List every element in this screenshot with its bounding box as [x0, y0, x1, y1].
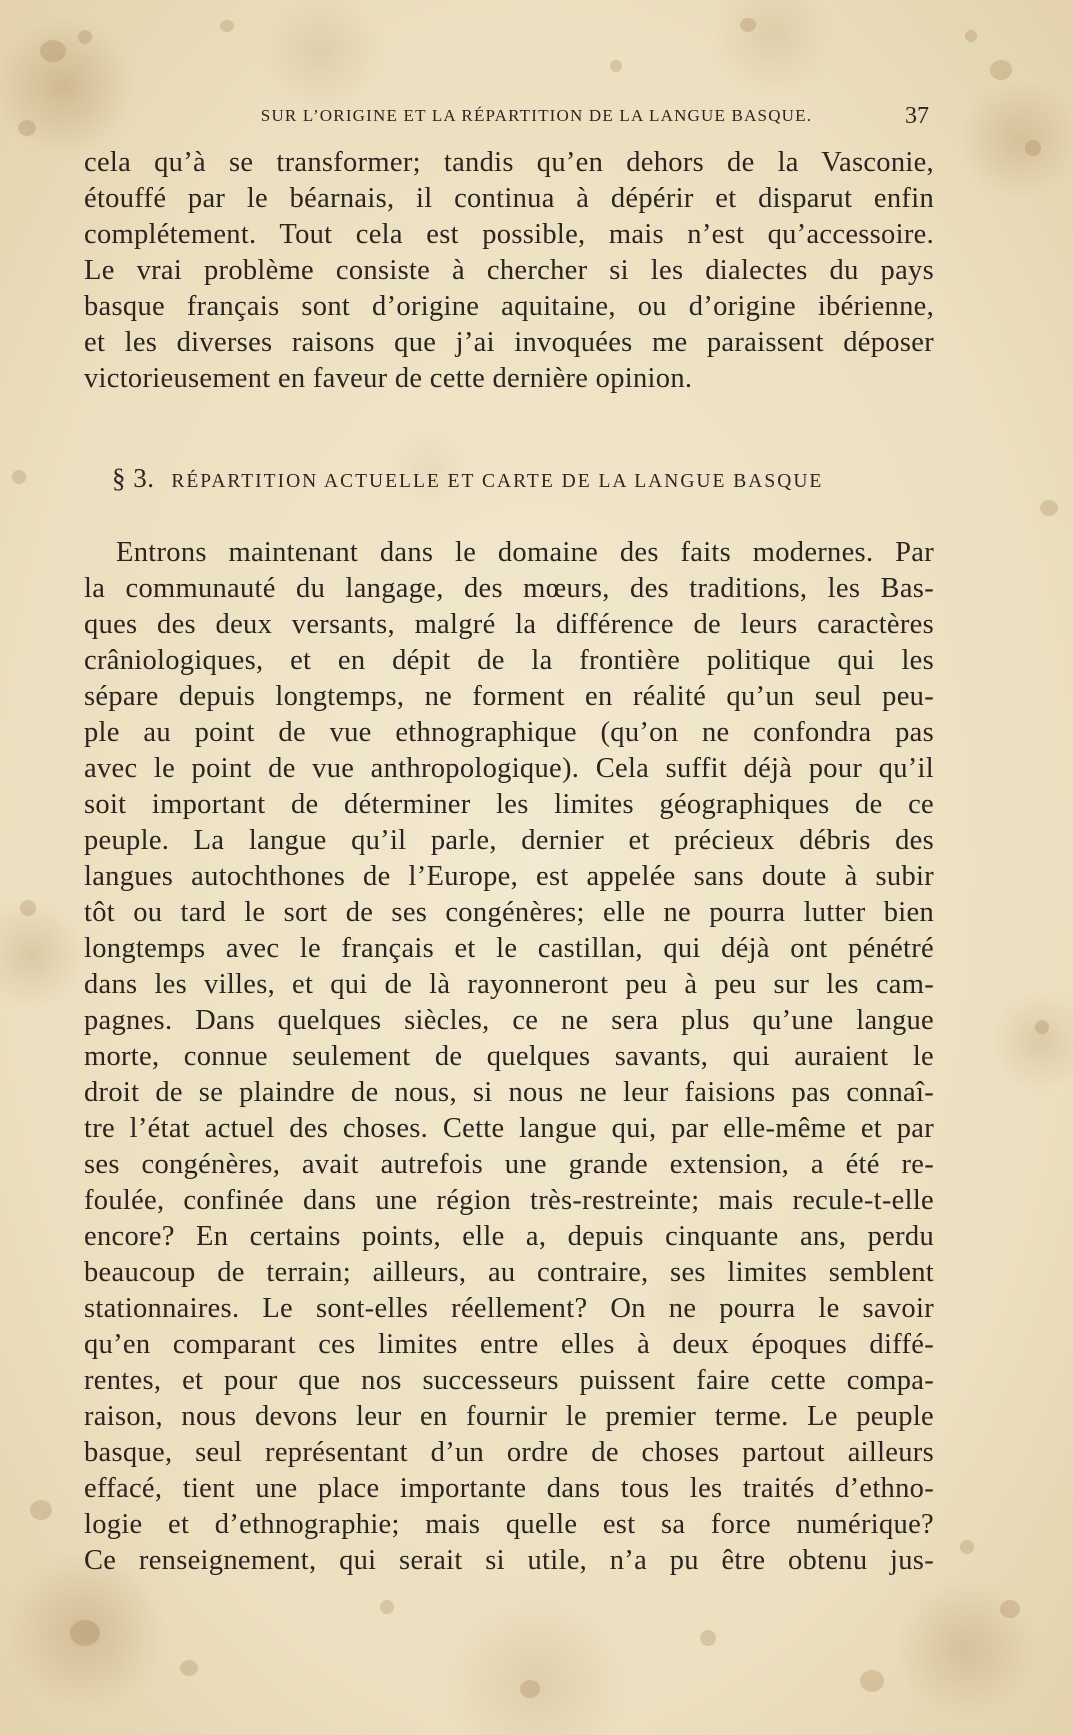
text-line: cela qu’à se transformer; tandis qu’en dehors de la Vasconie,: [84, 147, 934, 178]
text-line: soit important de déterminer les limites géographiques de ce: [84, 789, 934, 820]
text-line: basque français sont d’origine aquitaine, ou d’origine ibérienne,: [84, 291, 934, 322]
text-line: la communauté du langage, des mœurs, des traditions, les Bas-: [84, 573, 934, 604]
text-line: Le vrai problème consiste à chercher si les dialectes du pays: [84, 255, 934, 286]
text-line: Ce renseignement, qui serait si utile, n’a pu être obtenu jus-: [84, 1545, 934, 1576]
text-line: ques des deux versants, malgré la différence de leurs caractères: [84, 609, 934, 640]
text-line: raison, nous devons leur en fournir le premier terme. Le peuple: [84, 1401, 934, 1432]
text-line: stationnaires. Le sont-elles réellement? On ne pourra le savoir: [84, 1293, 934, 1324]
section-number: § 3.: [112, 463, 155, 493]
text-line: et les diverses raisons que j’ai invoquées me paraissent déposer: [84, 327, 934, 358]
text-line: tôt ou tard le sort de ses congénères; elle ne pourra lutter bien: [84, 897, 934, 928]
text-line: basque, seul représentant d’un ordre de choses partout ailleurs: [84, 1437, 934, 1468]
text-line: ses congénères, avait autrefois une grande extension, a été re-: [84, 1149, 934, 1180]
text-line: longtemps avec le français et le castillan, qui déjà ont pénétré: [84, 933, 934, 964]
text-line: qu’en comparant ces limites entre elles à deux époques diffé-: [84, 1329, 934, 1360]
paragraph-1: [84, 145, 934, 397]
text-line: Entrons maintenant dans le domaine des faits modernes. Par: [116, 537, 934, 568]
text-line: sépare depuis longtemps, ne forment en réalité qu’un seul peu-: [84, 681, 934, 712]
text-line: effacé, tient une place importante dans tous les traités d’ethno-: [84, 1473, 934, 1504]
text-line: avec le point de vue anthropologique). Cela suffit déjà pour qu’il: [84, 753, 934, 784]
page-number: 37: [905, 103, 929, 129]
section-heading: [112, 458, 823, 502]
text-line: morte, connue seulement de quelques savants, qui auraient le: [84, 1041, 934, 1072]
text-line: crâniologiques, et en dépit de la frontière politique qui les: [84, 645, 934, 676]
text-line: rentes, et pour que nos successeurs puissent faire cette compa-: [84, 1365, 934, 1396]
paragraph-2: [84, 535, 934, 1579]
text-line: foulée, confinée dans une région très-restreinte; mais recule-t-elle: [84, 1185, 934, 1216]
text-line: ple au point de vue ethnographique (qu’on ne confondra pas: [84, 717, 934, 748]
running-head: SUR L’ORIGINE ET LA RÉPARTITION DE LA LANGUE BASQUE.: [260, 106, 813, 125]
text-line: victorieusement en faveur de cette dernière opinion.: [84, 363, 693, 394]
section-title: RÉPARTITION ACTUELLE ET CARTE DE LA LANGUE BASQUE: [171, 471, 824, 492]
page-header: [0, 98, 1073, 134]
text-line: complétement. Tout cela est possible, mais n’est qu’accessoire.: [84, 219, 934, 250]
text-line: tre l’état actuel des choses. Cette langue qui, par elle-même et par: [84, 1113, 934, 1144]
text-line: étouffé par le béarnais, il continua à dépérir et disparut enfin: [84, 183, 934, 214]
text-line: beaucoup de terrain; ailleurs, au contraire, ses limites semblent: [84, 1257, 934, 1288]
text-line: dans les villes, et qui de là rayonneront peu à peu sur les cam-: [84, 969, 934, 1000]
text-line: droit de se plaindre de nous, si nous ne leur faisions pas connaî-: [84, 1077, 934, 1108]
text-line: pagnes. Dans quelques siècles, ce ne sera plus qu’une langue: [84, 1005, 934, 1036]
text-line: encore? En certains points, elle a, depuis cinquante ans, perdu: [84, 1221, 934, 1252]
text-line: langues autochthones de l’Europe, est appelée sans doute à subir: [84, 861, 934, 892]
text-line: logie et d’ethnographie; mais quelle est sa force numérique?: [84, 1509, 934, 1540]
text-line: peuple. La langue qu’il parle, dernier et précieux débris des: [84, 825, 934, 856]
